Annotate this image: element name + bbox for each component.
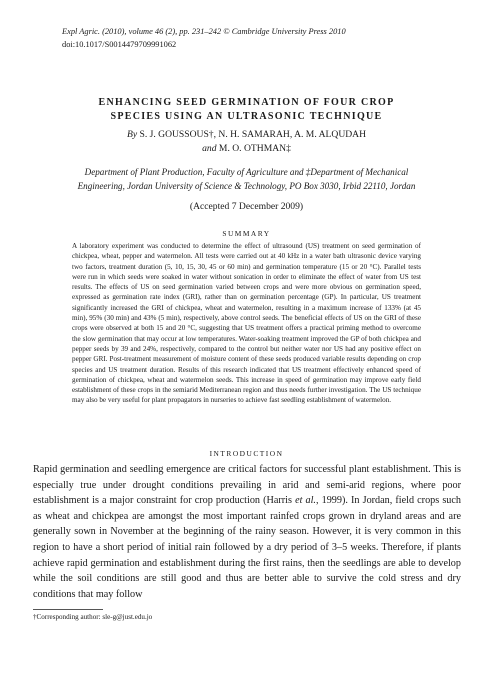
by-label: By [126, 129, 138, 140]
footnote-corresponding-author: †Corresponding author: sle-g@just.edu.jo [33, 613, 153, 621]
author-list [40, 128, 453, 155]
journal-citation: Expl Agric. (2010), volume 46 (2), pp. 231–242 © Cambridge University Press 2010 [62, 27, 346, 36]
affiliation [20, 165, 473, 193]
paper-title [40, 96, 453, 124]
introduction-text [33, 462, 461, 602]
intro-text-part-1: Rapid germination and seedling emergence are critical factors for successful plant establishment. This is especially true under drought conditions prevailing in arid and semi-arid regions, where poor establishment is a major constraint for crop production (Harris [33, 464, 461, 507]
intro-text-part-2: , 1999). In Jordan, field crops such as wheat and chickpea are amongst the most important rainfed crops grown in dryland areas and are generally sown in November at the beginning of the rainy season. However, it is very common in this region to have a short period of initial rain followed by a dry period of 3–5 weeks. Therefore, if plants achieve rapid germination and establishment during the first rains, then the seedlings are able to develop while the soil conditions are still good and thus are better able to survive the cold stress and dry conditions that may follow [33, 495, 461, 600]
intro-et-al: et al. [295, 495, 316, 507]
summary-text: A laboratory experiment was conducted to determine the effect of ultrasound (US) treatment on seed germination of chickpea, wheat, pepper and watermelon. All tests were carried out at 40 kHz in a water bath ultrasonic device varying two factors, treatment duration (5, 10, 15, 30, 45 or 60 min) and germination temperature (15 or 20 °C). Parallel tests were run in which seeds were soaked in water without sonication in order to eliminate the effect of water from US test results. The effects of US on seed germination varied between crops and were more obvious on germination speed, expressed as germination rate index (GRI), rather than on germination percentage (GP). In particular, US treatment significantly increased the GRI of chickpea, wheat and watermelon, resulting in a maximum increase of 133% (at 45 min), 95% (30 min) and 43% (5 min), respectively, above control seeds. The beneficial effects of US on the GRI of these crops were observed at both 15 and 20 °C, suggesting that US treatment offers a practical priming method to overcome the slow germination that may occur at low temperatures. Water-soaking treatment improved the GP of both chickpea and pepper seeds by 39 and 24%, respectively, compared to the control but neither water nor US had any positive effect on pepper GRI. Post-treatment measurement of moisture content of these seeds produced variable results depending on crop species and US treatment duration. Results of this research indicated that US treatment effectively enhanced speed of germination of chickpea, wheat and watermelon seeds. This increase in speed of germination may improve early field establishment of these crops in the semiarid Mediterranean region and thus needs further investigation. The US technique may also be very useful for plant propagators in nurseries to achieve fast seedling establishment of watermelon. [72, 242, 421, 405]
doi: doi:10.1017/S0014479709991062 [62, 39, 177, 49]
accepted-date: (Accepted 7 December 2009) [189, 201, 304, 212]
authors-line-2: M. O. OTHMAN‡ [218, 142, 291, 154]
affiliation-line-2: Engineering, Jordan University of Science & Technology, PO Box 3030, Irbid 22110, Jordan [77, 181, 416, 191]
affiliation-line-1: Department of Plant Production, Faculty of Agriculture and ‡Department of Mechanical [84, 167, 409, 177]
title-line-2: SPECIES USING AN ULTRASONIC TECHNIQUE [110, 111, 383, 122]
journal-header [62, 26, 346, 51]
and-label: and [202, 142, 217, 154]
title-line-1: ENHANCING SEED GERMINATION OF FOUR CROP [98, 97, 395, 108]
summary-heading: SUMMARY [222, 229, 271, 238]
authors-line-1: S. J. GOUSSOUS†, N. H. SAMARAH, A. M. ALQUDAH [139, 129, 367, 140]
introduction-heading: INTRODUCTION [209, 449, 284, 458]
footnote-divider [33, 609, 103, 610]
